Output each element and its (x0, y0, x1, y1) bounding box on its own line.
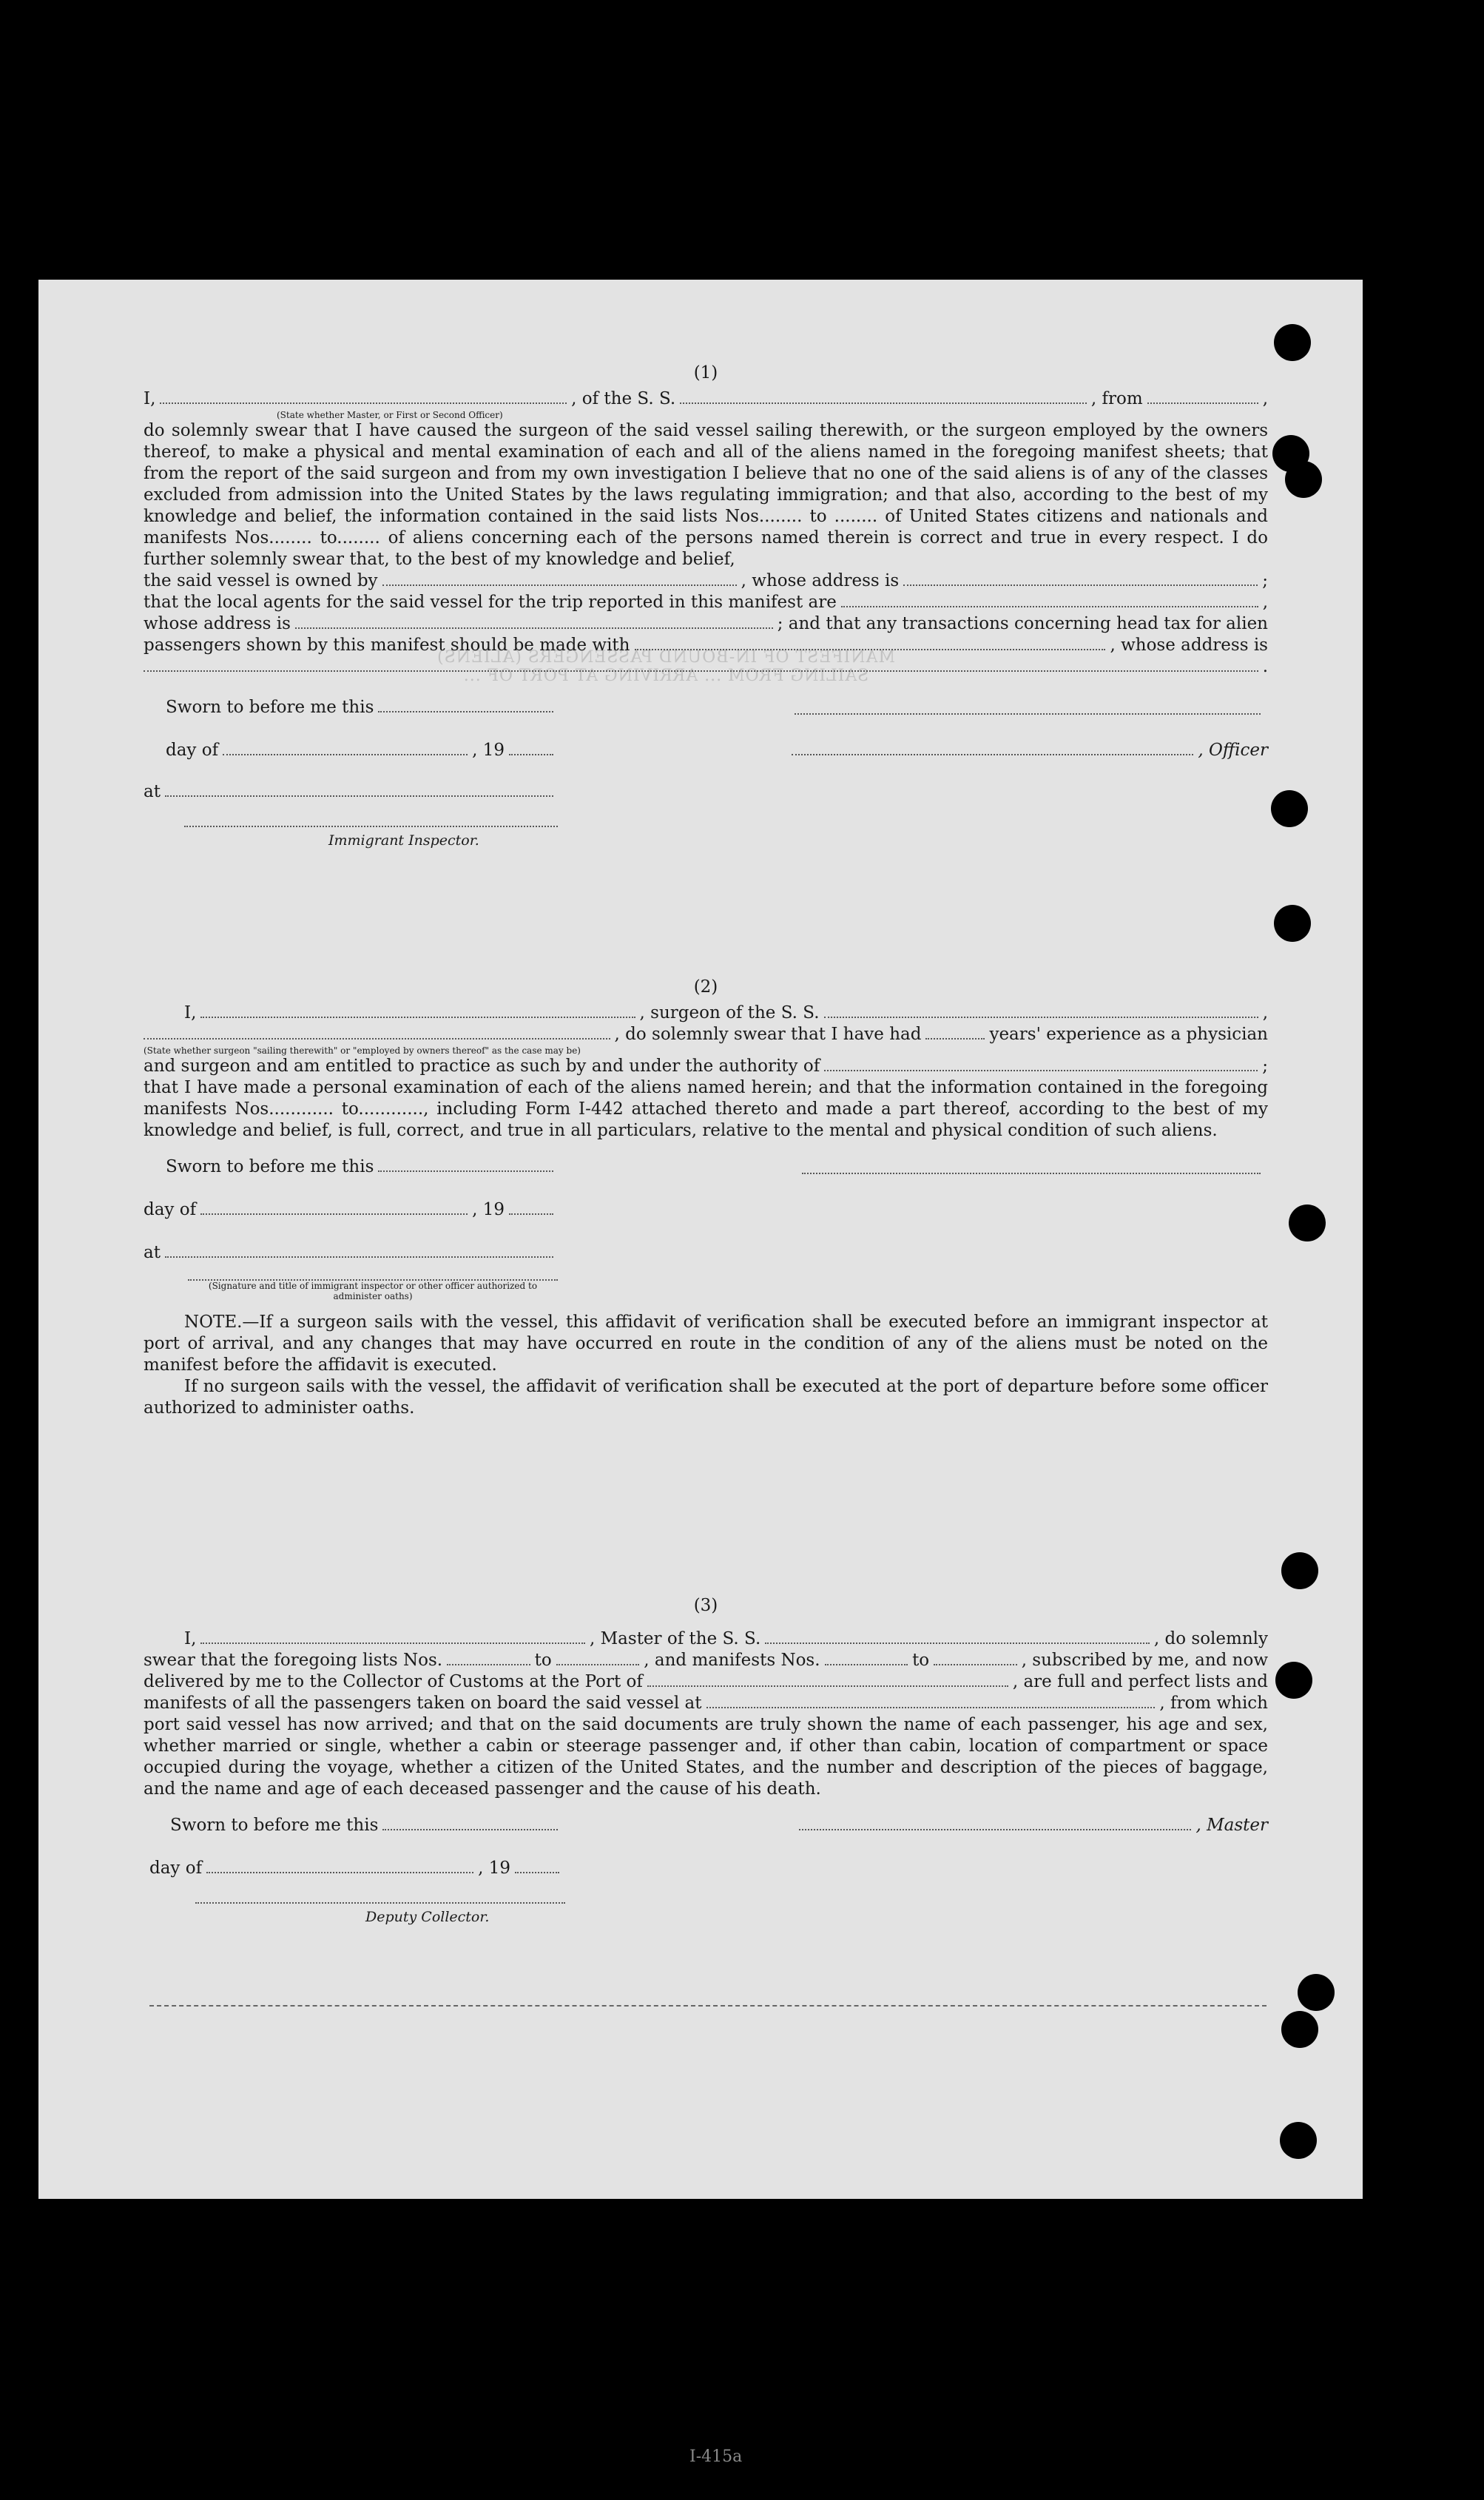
blank-field (378, 710, 553, 712)
punch-hole (1274, 905, 1311, 942)
section-number: (1) (693, 363, 718, 383)
blank-field (1147, 402, 1258, 404)
blank-field (382, 584, 737, 586)
blank-field (934, 1663, 1017, 1665)
affidavit-surgeon: (2) I, , surgeon of the S. S. , , do solemnly swear that I have had years' experience as a physician (State whether surgeon "sailing therewith" or "employed by owners thereof" as the case may be) and surgeon and am entitled to practice as such by and under the authority of ; that I have made a personal examination of each of the aliens named herein; and that the information contained in the foregoing manifests Nos............ to............, including Form I-442 attached thereto and made a part thereof, according to the best of my knowledge and belief, is full, correct, and true in all particulars, relative to the mental and physical condition of such aliens. Sworn to before me this day of , 19 at (Signature and title of immigrant inspector or other officer authorized to administer oaths) NOTE.—If a surgeon sails with the vessel, this affidavit of verification shall be executed before an immigrant inspector at port of arrival, and any changes that may have occurred en route in the condition of any of the aliens must be noted on the manifest before the affidavit is executed. If no surgeon sails with the vessel, the affidavit of verification shall be executed at the port of departure before some officer authorized to administer oaths. (144, 977, 1268, 1418)
blank-field (825, 1663, 908, 1665)
blank-field (165, 795, 553, 797)
signature-line (195, 1902, 565, 1904)
blank-field (382, 1828, 558, 1830)
bottom-rule (149, 2005, 1267, 2007)
signature-caption: Immigrant Inspector. (328, 832, 479, 849)
blank-field (200, 1642, 585, 1644)
section-number: (3) (693, 1596, 718, 1615)
signature-line (795, 713, 1261, 715)
blank-field (200, 1213, 468, 1215)
blank-field (635, 648, 1106, 650)
oath-text: do solemnly swear that I have caused the surgeon of the said vessel sailing therewith, or the surgeon employed by the owners thereof, to make a physical and mental examination of each and all of the aliens named in the foregoing manifest sheets; that from the report of the said surgeon and from my own investigation I believe that no one of the said aliens is of any of the classes excluded from admission into the United States by the laws regulating immigration; and that also, according to the best of my knowledge and belief, the information contained in the said lists Nos........ to ........ of United States citizens and nationals and manifests Nos........ to........ of aliens concerning each of the persons named therein is correct and true in every respect. I do further solemnly swear that, to the best of my knowledge and belief, (144, 421, 1268, 569)
field-caption: (State whether Master, or First or Second Officer) (277, 410, 503, 420)
blank-field (295, 627, 773, 629)
blank-field (509, 1213, 553, 1215)
affidavit-master: (1) I, , of the S. S. , from , (State whether Master, or First or Second Officer) do solemnly swear that I have caused the surgeon of the said vessel sailing therewith, or the surgeon employed by the owners thereof, to make a physical and mental examination of each and all of the aliens named in the foregoing manifest sheets; that from the report of the said surgeon and from my own investigation I believe that no one of the said aliens is of any of the classes excluded from admission into the United States by the laws regulating immigration; and that also, according to the best of my knowledge and belief, the information contained in the said lists Nos........ to ........ of United States citizens and nationals and manifests Nos........ to........ of aliens concerning each of the persons named therein is correct and true in every respect. I do further solemnly swear that, to the best of my knowledge and belief, the said vessel is owned by , whose address is ; that the local agents for the said vessel for the trip reported in this manifest are , whose address is ; and that any transactions concerning head tax for alien passengers shown by this manifest should be made with , whose address is . Sworn to before me this day of , 19 , Officer at Immigrant Inspector. (144, 363, 1268, 867)
blank-field (765, 1642, 1150, 1644)
note-text: NOTE.—If a surgeon sails with the vessel, this affidavit of verification shall be executed before an immigrant inspector at port of arrival, and any changes that may have occurred en route in the condition of any of the aliens must be noted on the manifest before the affidavit is executed. (144, 1313, 1268, 1375)
blank-field (824, 1016, 1258, 1018)
punch-hole (1274, 324, 1311, 361)
affidavit-master-customs: (3) I, , Master of the S. S. , do solemnly swear that the foregoing lists Nos. to , and manifests Nos. to , subscribed by me, and now delivered by me to the Collector of Customs at the Port of , are full and perfect lists and manifests of all the passengers taken on board the said vessel at , from which port said vessel has now arrived; and that on the said documents are truly shown the name of each passenger, his age and sex, whether married or single, whether a cabin or steerage passenger and, if other than cabin, location of compartment or space occupied during the voyage, whether a citizen of the United States, and the number and description of the pieces of baggage, and the name and age of each deceased passenger and the cause of his death. Sworn to before me this , Master day of , 19 Deputy Collector. (144, 1595, 1268, 1933)
punch-hole (1271, 790, 1308, 827)
blank-field (824, 1069, 1258, 1071)
blank-field (647, 1685, 1008, 1687)
signature-line (802, 1173, 1261, 1174)
blank-field (706, 1706, 1156, 1708)
punch-hole (1281, 2011, 1318, 2048)
oath-text: port said vessel has now arrived; and that on the said documents are truly shown the name of each passenger, his age and sex, whether married or single, whether a cabin or steerage passenger and, if other than cabin, location of compartment or space occupied during the voyage, whether a citizen of the United States, and the number and description of the pieces of baggage, and the name and age of each deceased passenger and the cause of his death. (144, 1715, 1268, 1799)
blank-field (515, 1871, 559, 1873)
blank-field (447, 1663, 530, 1665)
blank-field (903, 584, 1258, 586)
blank-field (841, 605, 1258, 607)
blank-field (144, 670, 1258, 672)
signature-caption: Deputy Collector. (365, 1909, 490, 1925)
note-text: If no surgeon sails with the vessel, the affidavit of verification shall be executed at the port of departure before some officer authorized to administer oaths. (144, 1377, 1268, 1418)
signature-caption: (Signature and title of immigrant inspector or other officer authorized to administer oaths) (208, 1281, 538, 1301)
form-number: I-415a (689, 2447, 743, 2466)
punch-hole (1298, 1974, 1335, 2011)
signature-line (799, 1828, 1191, 1830)
punch-hole (1275, 1662, 1312, 1699)
punch-hole (1281, 1552, 1318, 1589)
blank-field (223, 753, 468, 755)
punch-hole (1280, 2122, 1317, 2159)
blank-field (378, 1170, 553, 1172)
blank-field (160, 402, 567, 404)
oath-text: that I have made a personal examination of each of the aliens named herein; and that the information contained in the foregoing manifests Nos............ to............, including Form I-442 attached thereto and made a part thereof, according to the best of my knowledge and belief, is full, correct, and true in all particulars, relative to the mental and physical condition of such aliens. (144, 1078, 1268, 1140)
blank-field (680, 402, 1087, 404)
blank-field (206, 1871, 473, 1873)
signature-line (792, 753, 1193, 755)
punch-hole (1285, 461, 1322, 498)
blank-field (556, 1663, 640, 1665)
blank-field (165, 1256, 553, 1258)
blank-field (509, 753, 553, 755)
bleed-through-text: MANIFEST OF IN-BOUND PASSENGERS (ALIENS) SAILING FROM ... ARRIVING AT PORT OF ... (436, 648, 895, 685)
blank-field (200, 1016, 635, 1018)
signature-line (184, 826, 558, 827)
blank-field (144, 1037, 610, 1040)
document-page (38, 280, 1363, 2466)
punch-hole (1289, 1204, 1326, 1241)
section-number: (2) (693, 977, 718, 997)
blank-field (925, 1037, 985, 1040)
field-caption: (State whether surgeon "sailing therewith" or "employed by owners thereof" as the case may be) (144, 1045, 581, 1056)
